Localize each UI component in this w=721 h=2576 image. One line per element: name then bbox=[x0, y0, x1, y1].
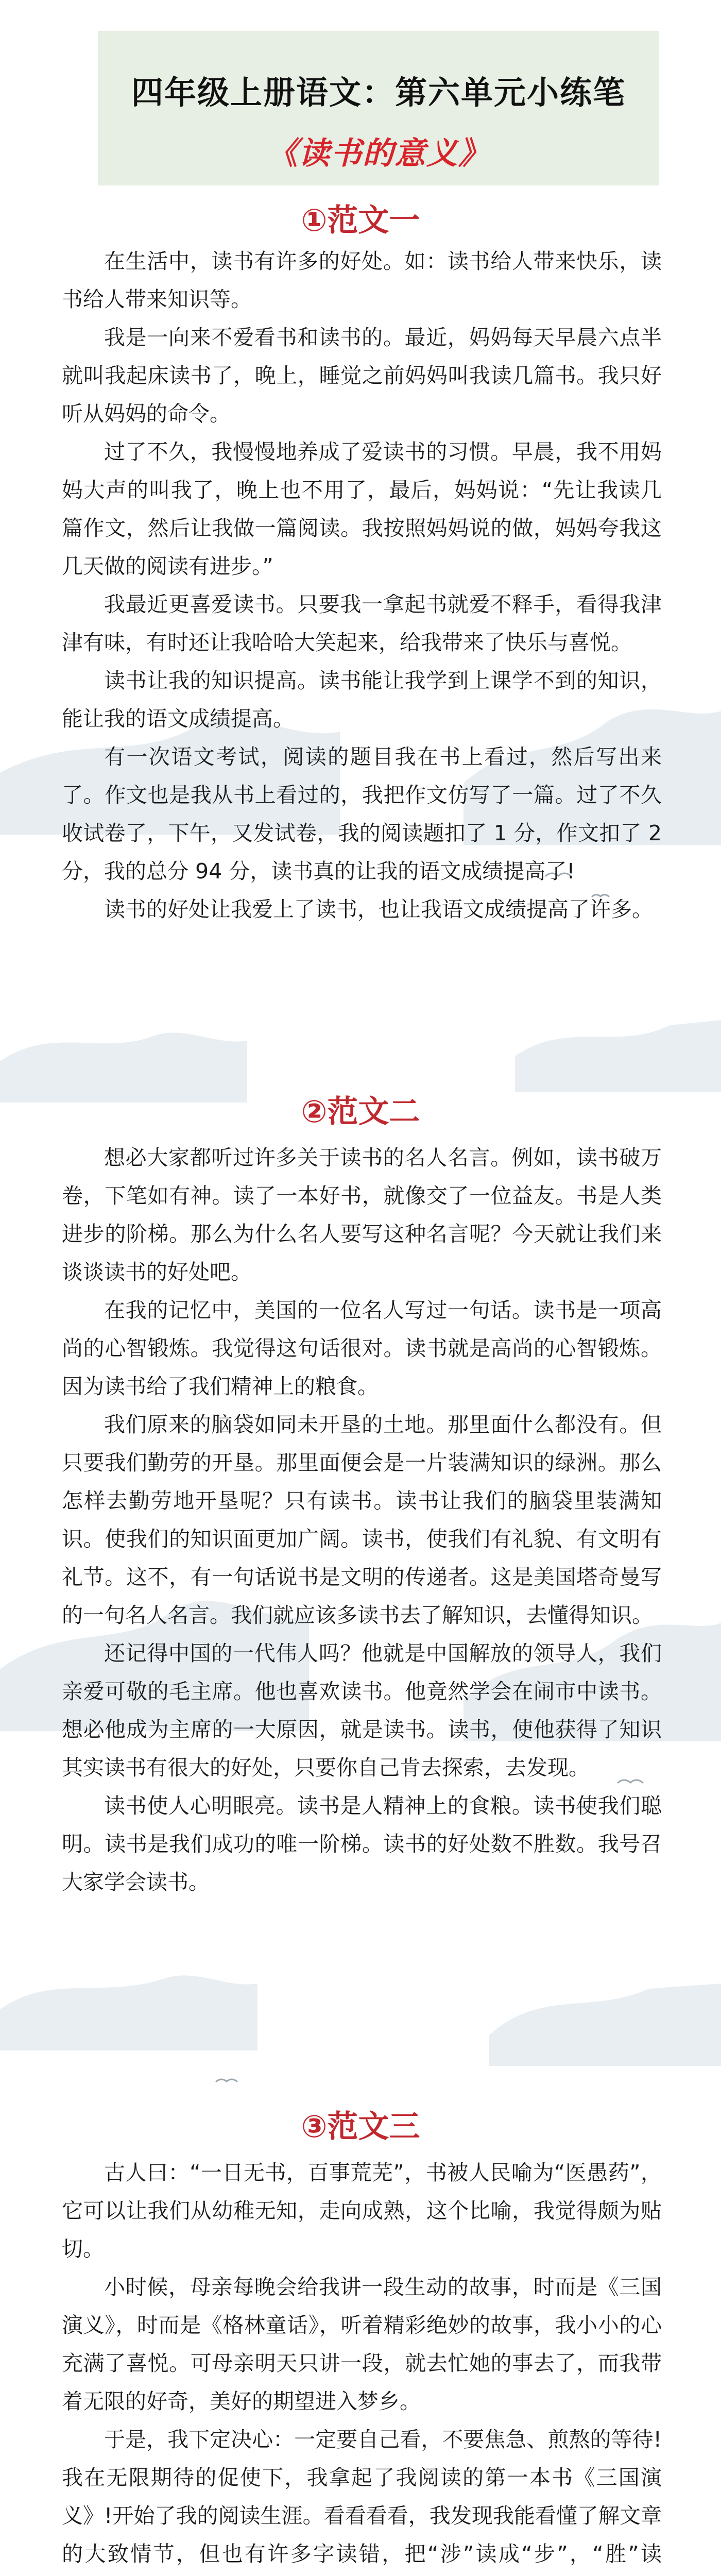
section-2-body bbox=[62, 1139, 662, 1901]
document-subtitle: 《读书的意义》 bbox=[267, 135, 490, 172]
section-3-paragraph: 古人曰：“一日无书，百事荒芜”，书被人民喻为“医愚药”，它可以让我们从幼稚无知，走向成熟，这个比喻，我觉得颇为贴切。 bbox=[62, 2160, 662, 2261]
section-2-paragraph: 还记得中国的一代伟人吗？他就是中国解放的领导人，我们亲爱可敬的毛主席。他也喜欢读书。他竟然学会在闹市中读书。想必他成为主席的一大原因，就是读书。读书，使他获得了知识其实读书有很大的好处，只要你自己肯去探索，去发现。 bbox=[62, 1641, 662, 1780]
section-3-paragraph: 于是，我下定决心：一定要自己看，不要焦急、煎熬的等待!我在无限期待的促使下，我拿起了我阅读的第一本书《三国演义》!开始了我的阅读生涯。看看看看，我发现我能看懂了解文章的大致情节，但也有许多字读错，把“涉”读成“步”，“胜”读 bbox=[62, 2427, 662, 2566]
section-1-body bbox=[62, 242, 662, 928]
section-3-heading: ③范文三 bbox=[301, 2109, 420, 2145]
section-1-paragraph: 在生活中，读书有许多的好处。如：读书给人带来快乐，读书给人带来知识等。 bbox=[62, 249, 662, 312]
section-1-heading: ①范文一 bbox=[301, 202, 420, 239]
section-2-paragraph: 我们原来的脑袋如同未开垦的土地。那里面什么都没有。但只要我们勤劳的开垦。那里面便会是一片装满知识的绿洲。那么怎样去勤劳地开垦呢？只有读书。读书让我们的脑袋里装满知识。使我们的知识面更加广阔。读书，使我们有礼貌、有文明有礼节。这不，有一句话说书是文明的传递者。这是美国塔奇曼写的一句名人名言。我们就应该多读书去了解知识，去懂得知识。 bbox=[62, 1412, 662, 1628]
document-header bbox=[98, 31, 659, 185]
section-1-paragraph: 我是一向来不爱看书和读书的。最近，妈妈每天早晨六点半就叫我起床读书了，晚上，睡觉之前妈妈叫我读几篇书。我只好听从妈妈的命令。 bbox=[62, 325, 662, 426]
section-1-paragraph: 读书的好处让我爱上了读书，也让我语文成绩提高了许多。 bbox=[104, 897, 653, 922]
section-2-paragraph: 想必大家都听过许多关于读书的名人名言。例如，读书破万卷，下笔如有神。读了一本好书，就像交了一位益友。书是人类进步的阶梯。那么为什么名人要写这种名言呢？今天就让我们来谈谈读书的好处吧。 bbox=[62, 1145, 662, 1284]
section-3-body bbox=[62, 2154, 662, 2576]
section-1-paragraph: 读书让我的知识提高。读书能让我学到上课学不到的知识，能让我的语文成绩提高。 bbox=[62, 668, 662, 731]
section-1-paragraph: 有一次语文考试，阅读的题目我在书上看过，然后写出来了。作文也是我从书上看过的，我把作文仿写了一篇。过了不久收试卷了，下午，又发试卷，我的阅读题扣了 1 分，作文扣了 2 分，我的总分 94 分，读书真的让我的语文成绩提高了! bbox=[62, 744, 662, 884]
section-2-paragraph: 读书使人心明眼亮。读书是人精神上的食粮。读书使我们聪明。读书是我们成功的唯一阶梯。读书的好处数不胜数。我号召大家学会读书。 bbox=[62, 1793, 662, 1894]
section-2-heading: ②范文二 bbox=[301, 1094, 420, 1130]
document-title: 四年级上册语文：第六单元小练笔 bbox=[131, 74, 626, 111]
section-1-paragraph: 过了不久，我慢慢地养成了爱读书的习惯。早晨，我不用妈妈大声的叫我了，晚上也不用了，最后，妈妈说：“先让我读几篇作文，然后让我做一篇阅读。我按照妈妈说的做，妈妈夸我这几天做的阅读有进步。” bbox=[62, 439, 662, 579]
section-3-paragraph: 小时候，母亲每晚会给我讲一段生动的故事，时而是《三国演义》，时而是《格林童话》，听着精彩绝妙的故事，我小小的心充满了喜悦。可母亲明天只讲一段，就去忙她的事去了，而我带着无限的好奇，美好的期望进入梦乡。 bbox=[62, 2275, 662, 2414]
section-2-paragraph: 在我的记忆中，美国的一位名人写过一句话。读书是一项高尚的心智锻炼。我觉得这句话很对。读书就是高尚的心智锻炼。因为读书给了我们精神上的粮食。 bbox=[62, 1298, 662, 1399]
mountain-decoration-4 bbox=[0, 1975, 721, 2066]
section-1-paragraph: 我最近更喜爱读书。只要我一拿起书就爱不释手，看得我津津有味，有时还让我哈哈大笑起来，给我带来了快乐与喜悦。 bbox=[62, 592, 662, 655]
